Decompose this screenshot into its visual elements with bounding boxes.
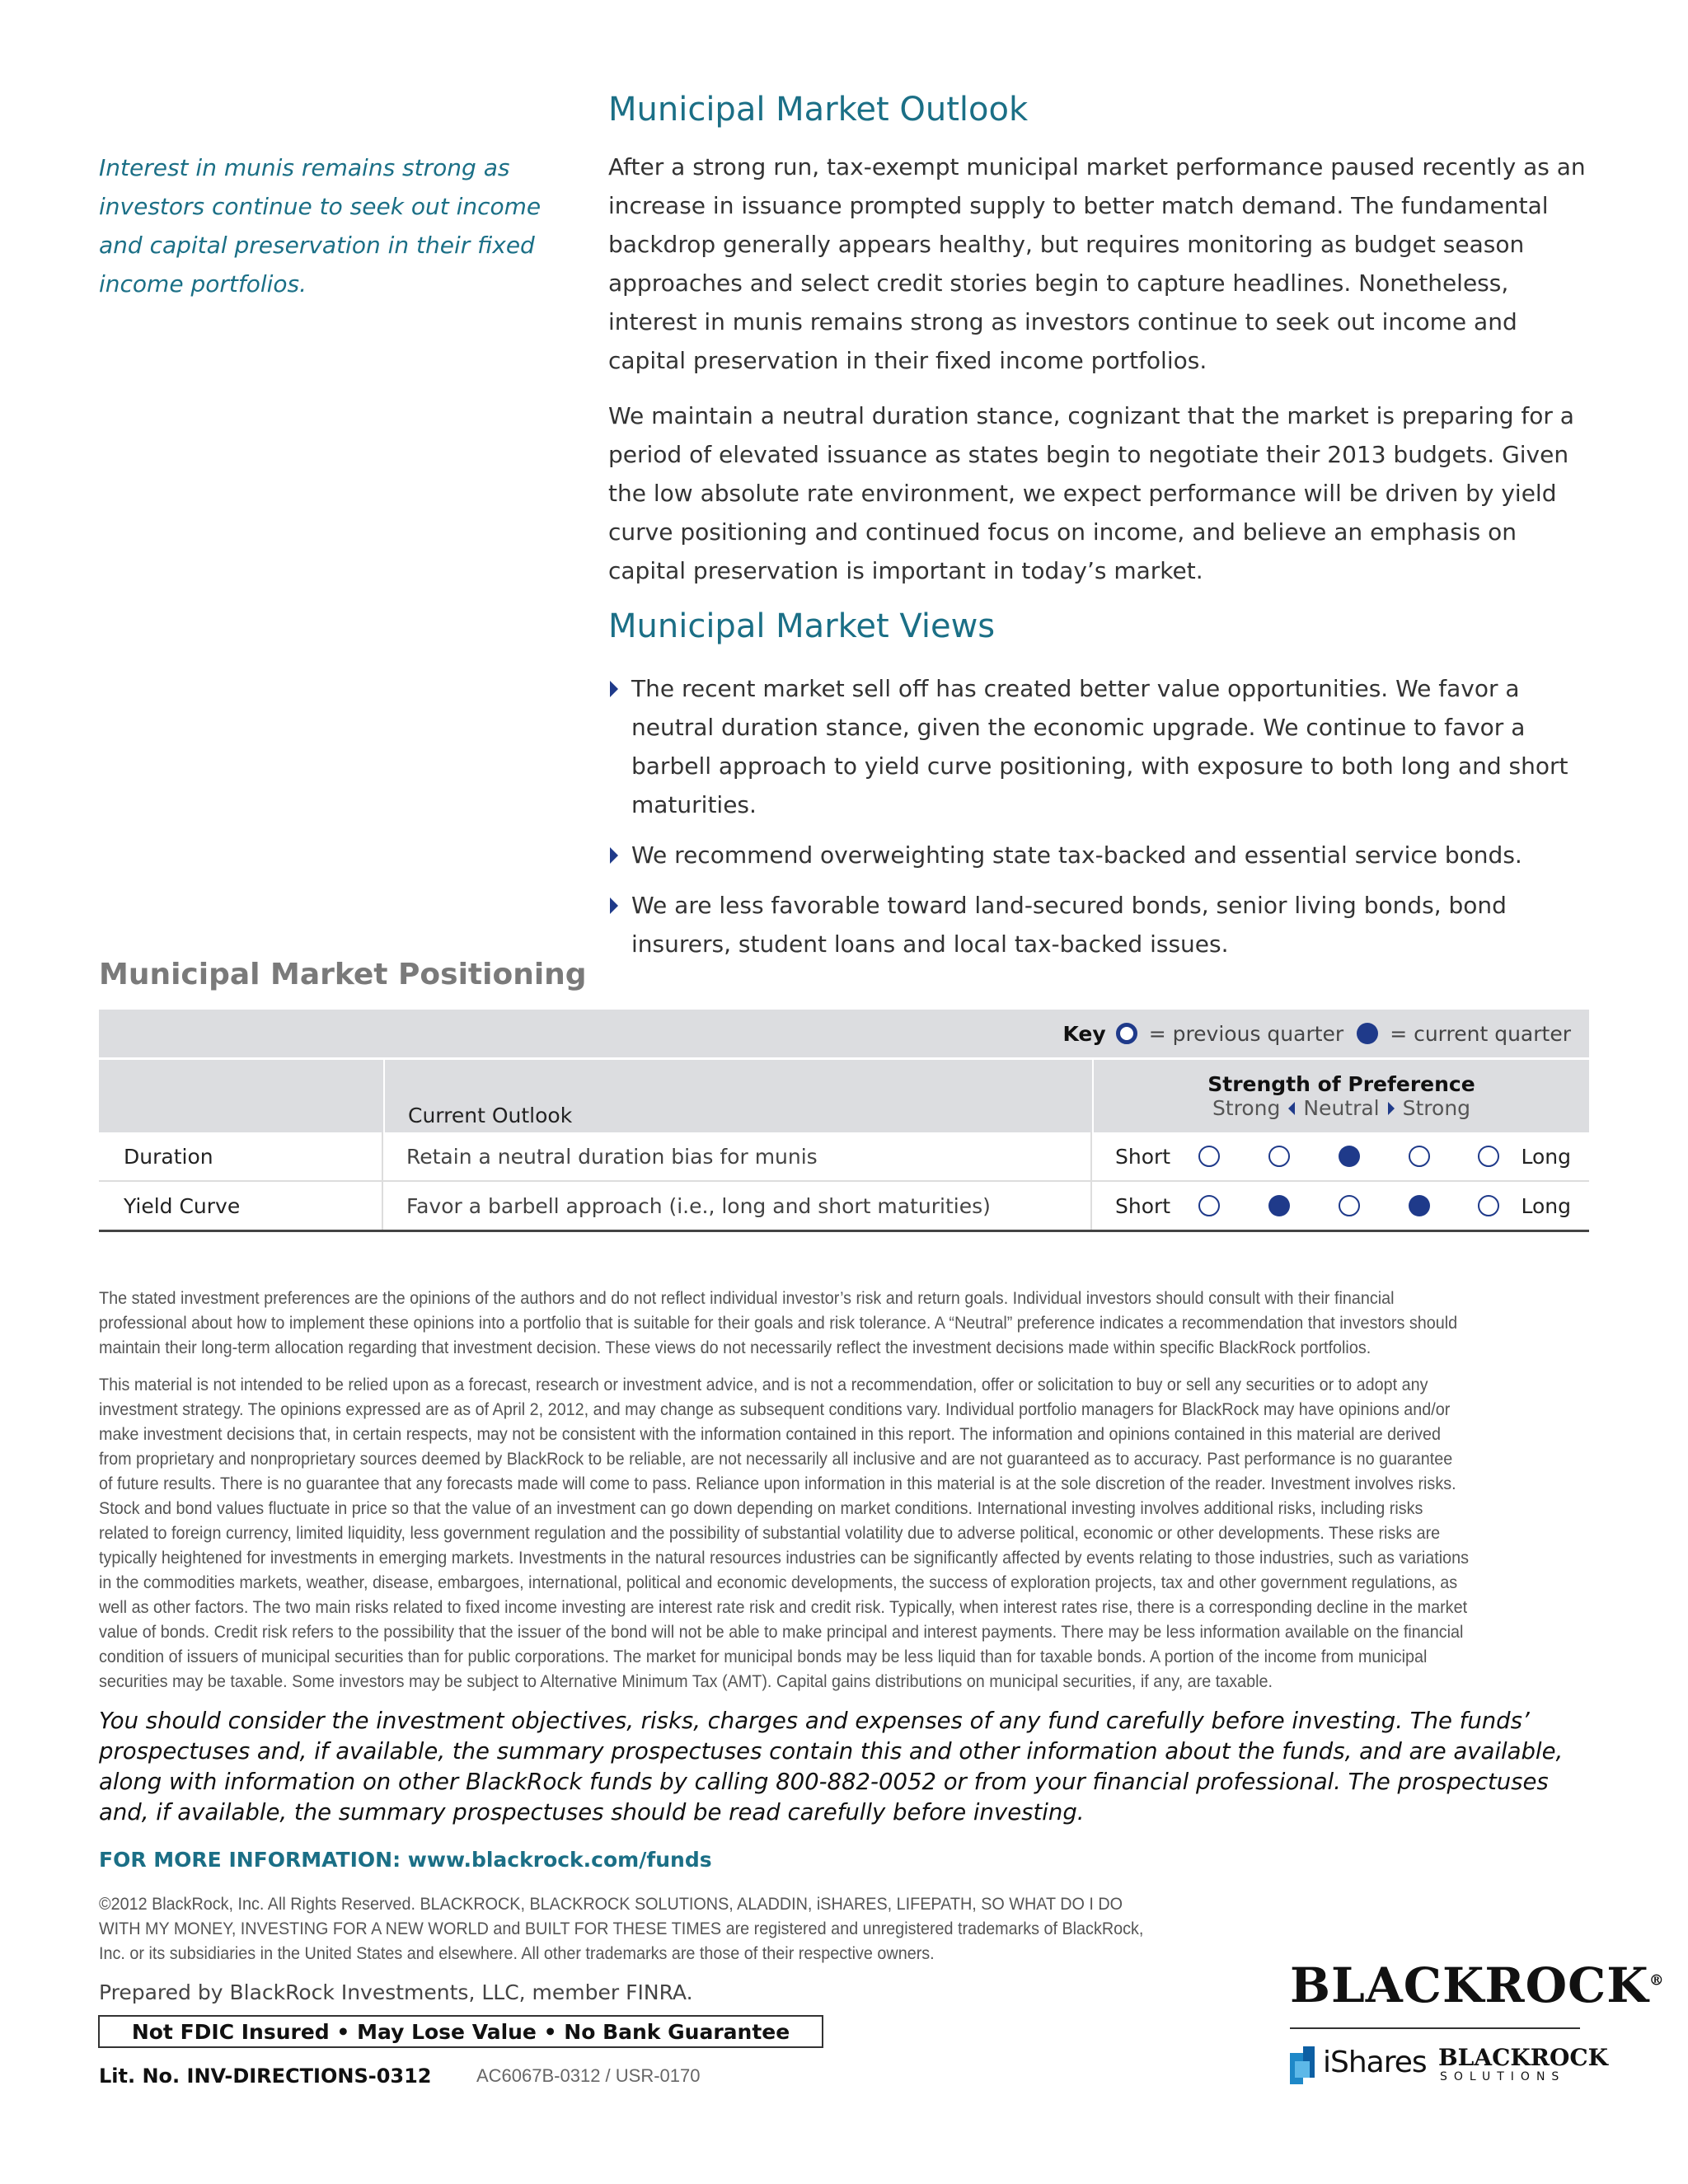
key-legend: [99, 1010, 1589, 1057]
blackrock-solutions-subtitle: SOLUTIONS: [1440, 2070, 1566, 2083]
col-current-outlook: Current Outlook: [385, 1060, 1094, 1132]
logo-divider: [1290, 2027, 1580, 2029]
previous-quarter-key-icon: [1116, 1023, 1137, 1044]
prospectus-notice: You should consider the investment objectives, risks, charges and expenses of any fund carefully before investing. The funds’ prospectuses and, if available, the summary prospectuses contain this and other information about the funds, and are available, along with information on other BlackRock funds by calling 800-882-0052 or from your financial professional. The prospectuses and, if available, the summary prospectuses should be read carefully before investing.: [99, 1708, 1564, 1825]
key-current-text: = current quarter: [1390, 1021, 1571, 1046]
preference-dot: [1478, 1146, 1499, 1167]
bullet-arrow-icon: [610, 681, 618, 697]
views-item: The recent market sell off has created better value opportunities. We favor a neutral duration stance, given the economic upgrade. We continue to favor a barbell approach to yield curve positioning, with exposure to both long and short maturities.: [608, 669, 1597, 824]
row-name: Duration: [99, 1132, 383, 1180]
prepared-by: Prepared by BlackRock Investments, LLC, member FINRA.: [99, 1980, 693, 2004]
arrow-right-icon: [1388, 1102, 1395, 1115]
copyright-notice: ©2012 BlackRock, Inc. All Rights Reserved. BLACKROCK, BLACKROCK SOLUTIONS, ALADDIN, iSHARES, LIFEPATH, SO WHAT DO I DO WITH MY MONEY, INVESTING FOR A NEW WORLD and BUILT FOR THESE TIMES are registered and unregistered trademarks of BlackRock, Inc. or its subsidiaries in the United States and elsewhere. All other trademarks are those of their respective owners.: [99, 1894, 1144, 1963]
ishares-logo-icon: [1290, 2046, 1316, 2084]
positioning-title: Municipal Market Positioning: [99, 958, 587, 991]
table-row: [99, 1182, 1589, 1232]
preference-dot: [1198, 1146, 1220, 1167]
blackrock-logo: BLACKROCK®: [1290, 1957, 1665, 2013]
outlook-heading: Municipal Market Outlook: [608, 91, 1029, 129]
scale-left-label: Short: [1115, 1144, 1171, 1169]
document-code: AC6067B-0312 / USR-0170: [476, 2065, 701, 2086]
fdic-notice: Not FDIC Insured • May Lose Value • No Bank Guarantee: [98, 2015, 823, 2048]
strength-mid-label: Neutral: [1303, 1096, 1380, 1120]
scale-right-label: Long: [1521, 1144, 1571, 1169]
disclaimer-preferences: The stated investment preferences are the opinions of the authors and do not reflect individual investor’s risk and return goals. Individual investors should consult with their financial professional about how to implement these opinions into a portfolio that is suitable for their goals and risk tolerance. A “Neutral” preference indicates a recommendation that investors should maintain their long-term allocation regarding that investment decision. These views do not necessarily reflect the investment decisions made within specific BlackRock portfolios.: [99, 1288, 1458, 1357]
col-strength: [1094, 1060, 1589, 1132]
bullet-arrow-icon: [610, 847, 618, 864]
disclaimer-risks: This material is not intended to be relied upon as a forecast, research or investment advice, and is not a recommendation, offer or solicitation to buy or sell any securities or to adopt any investment strategy. The opinions expressed are as of April 2, 2012, and may change as subsequent conditions vary. Individual portfolio managers for BlackRock may have opinions and/or make investment decisions that, in certain respects, may not be consistent with the information contained in this report. The information and opinions contained in this material are derived from proprietary and nonproprietary sources deemed by BlackRock to be reliable, are not necessarily all inclusive and are not guaranteed as to accuracy. Past performance is no guarantee of future results. There is no guarantee that any forecasts made will come to pass. Reliance upon information in this material is at the sole discretion of the reader. Investment involves risks. Stock and bond values fluctuate in price so that the value of an investment can go down depending on market conditions. International investing involves additional risks, including risks related to foreign currency, limited liquidity, less government regulation and the possibility of substantial volatility due to adverse political, economic or other developments. These risks are typically heightened for investments in emerging markets. Investments in the natural resources industries can be significantly affected by events relating to those industries, such as variations in the commodities markets, weather, disease, embargoes, international, political and economic developments, the success of exploration projects, tax and other government regulations, as well as other factors. The two main risks related to fixed income investing are interest rate risk and credit risk. Typically, when interest rates rise, there is a corresponding decline in the market value of bonds. Credit risk refers to the possibility that the issuer of the bond will not be able to make principal and interest payments. There may be less information available on the financial condition of issuers of municipal securities than for public corporations. The market for municipal bonds may be less liquid than for taxable bonds. A portion of the income from municipal securities may be taxable. Some investors may be subject to Alternative Minimum Tax (AMT). Capital gains distributions on municipal securities, if any, are taxable.: [99, 1375, 1470, 1691]
strength-title: Strength of Preference: [1207, 1072, 1475, 1096]
scale-right-label: Long: [1521, 1193, 1571, 1218]
preference-scale: [1198, 1146, 1499, 1167]
row-outlook: Retain a neutral duration bias for munis: [383, 1132, 1092, 1180]
preference-dot: [1339, 1146, 1360, 1167]
strength-left-label: Strong: [1212, 1096, 1281, 1120]
preference-dot: [1268, 1146, 1290, 1167]
preference-dot: [1198, 1195, 1220, 1216]
key-previous-text: = previous quarter: [1148, 1021, 1344, 1046]
key-label: Key: [1062, 1021, 1106, 1046]
bullet-arrow-icon: [610, 898, 618, 914]
preference-dot: [1268, 1195, 1290, 1216]
outlook-paragraph-2: We maintain a neutral duration stance, cognizant that the market is preparing for a period of elevated issuance as states begin to negotiate their 2013 budgets. Given the low absolute rate environment, we expect performance will be driven by yield curve positioning and continued focus on income, and believe an emphasis on capital preservation is important in today’s market.: [608, 402, 1574, 584]
preference-scale: [1198, 1195, 1499, 1216]
ishares-logo: iShares: [1323, 2046, 1427, 2079]
blackrock-solutions-logo: BLACKROCK: [1438, 2044, 1608, 2071]
strength-right-label: Strong: [1402, 1096, 1471, 1120]
table-header: [99, 1057, 1589, 1132]
views-item: We are less favorable toward land-secured bonds, senior living bonds, bond insurers, student loans and local tax-backed issues.: [608, 886, 1597, 963]
preference-dot: [1339, 1195, 1360, 1216]
row-name: Yield Curve: [99, 1182, 383, 1230]
more-info-link[interactable]: FOR MORE INFORMATION: www.blackrock.com/funds: [99, 1848, 712, 1872]
preference-dot: [1478, 1195, 1499, 1216]
positioning-table: [99, 1010, 1589, 1232]
views-list: [608, 669, 1597, 975]
table-row: [99, 1132, 1589, 1182]
sidebar-pull-quote: Interest in munis remains strong as investors continue to seek out income and capital preservation in their fixed income portfolios.: [99, 154, 542, 298]
literature-number: Lit. No. INV-DIRECTIONS-0312: [99, 2064, 432, 2088]
outlook-paragraph-1: After a strong run, tax-exempt municipal market performance paused recently as an increase in issuance prompted supply to better match demand. The fundamental backdrop generally appears healthy, but requires monitoring as budget season approaches and select credit stories begin to capture headlines. Nonetheless, interest in munis remains strong as investors continue to seek out income and capital preservation in their fixed income portfolios.: [608, 153, 1586, 374]
row-outlook: Favor a barbell approach (i.e., long and short maturities): [383, 1182, 1092, 1230]
views-item: We recommend overweighting state tax-backed and essential service bonds.: [608, 836, 1597, 874]
preference-dot: [1409, 1195, 1430, 1216]
preference-dot: [1409, 1146, 1430, 1167]
arrow-left-icon: [1288, 1102, 1295, 1115]
current-quarter-key-icon: [1357, 1023, 1378, 1044]
views-heading: Municipal Market Views: [608, 607, 996, 645]
scale-left-label: Short: [1115, 1193, 1171, 1218]
